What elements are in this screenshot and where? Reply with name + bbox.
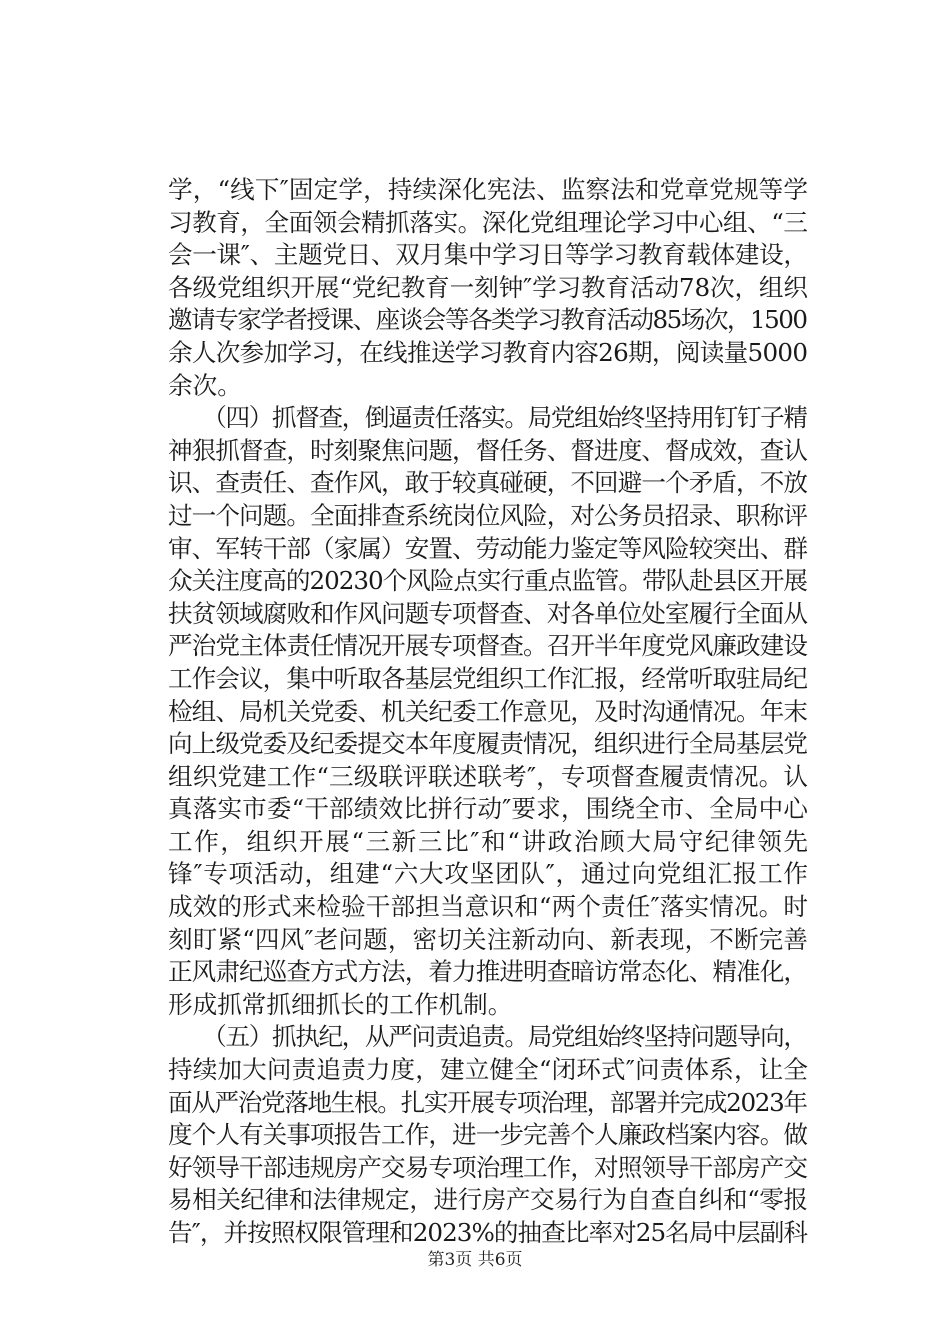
text-line: 告″，并按照权限管理和2023%的抽查比率对25名局中层副科	[168, 1218, 808, 1247]
text-line: 形成抓常抓细抓长的工作机制。	[168, 989, 513, 1019]
text-line: 真落实市委“干部绩效比拼行动″要求，围绕全市、全局中心	[168, 794, 809, 824]
text-line: 度个人有关事项报告工作，进一步完善个人廉政档案内容。做	[168, 1120, 808, 1150]
text-line: 成效的形式来检验干部担当意识和“两个责任″落实情况。时	[168, 892, 809, 922]
text-line: 众关注度高的20230个风险点实行重点监管。带队赴县区开展	[168, 566, 807, 596]
body-text	[168, 174, 808, 1250]
text-line: 面从严治党落地生根。扎实开展专项治理，部署并完成2023年	[168, 1087, 807, 1117]
text-line: 邀请专家学者授课、座谈会等各类学习教育活动85场次，1500	[168, 305, 807, 335]
text-line: 学，“线下″固定学，持续深化宪法、监察法和党章党规等学	[168, 175, 809, 204]
text-line: 锋″专项活动，组建“六大攻坚团队″，通过向党组汇报工作	[168, 859, 809, 889]
text-line: 神狠抓督查，时刻聚焦问题，督任务、督进度、督成效，查认	[168, 435, 808, 465]
text-line: 工作，组织开展“三新三比″和“讲政治顾大局守纪律领先	[168, 826, 810, 856]
text-line: 向上级党委及纪委提交本年度履责情况，组织进行全局基层党	[168, 729, 808, 759]
text-line: 严治党主体责任情况开展专项督查。召开半年度党风廉政建设	[168, 631, 808, 661]
text-line: 正风肃纪巡查方式方法，着力推进明查暗访常态化、精准化，	[168, 957, 808, 987]
text-line: 工作会议，集中听取各基层党组织工作汇报，经常听取驻局纪	[168, 663, 808, 693]
text-line: 组织党建工作“三级联评联述联考″，专项督查履责情况。认	[168, 761, 809, 791]
text-line: 审、军转干部（家属）安置、劳动能力鉴定等风险较突出、群	[168, 533, 808, 563]
text-line: 持续加大问责追责力度，建立健全“闭环式″问责体系，让全	[168, 1055, 809, 1085]
page-number-footer: 第3页 共6页	[427, 1250, 523, 1270]
text-line: 各级党组织开展“党纪教育一刻钟″学习教育活动78次，组织	[168, 272, 808, 302]
text-line: 好领导干部违规房产交易专项治理工作，对照领导干部房产交	[168, 1152, 808, 1182]
text-line: 识、查责任、查作风，敢于较真碰硬，不回避一个矛盾，不放	[168, 468, 808, 498]
text-line: 扶贫领域腐败和作风问题专项督查、对各单位处室履行全面从	[168, 598, 808, 628]
text-line: 刻盯紧“四风″老问题，密切关注新动向、新表现，不断完善	[168, 924, 809, 954]
text-line: 习教育，全面领会精抓落实。深化党组理论学习中心组、“三	[168, 207, 808, 237]
text-line: 余人次参加学习，在线推送学习教育内容26期，阅读量5000	[168, 337, 808, 367]
text-line: 检组、局机关党委、机关纪委工作意见，及时沟通情况。年末	[168, 696, 808, 726]
text-line: 过一个问题。全面排查系统岗位风险，对公务员招录、职称评	[168, 500, 808, 530]
text-line: 易相关纪律和法律规定，进行房产交易行为自查自纠和“零报	[168, 1185, 808, 1215]
text-line: 余次。	[168, 370, 242, 400]
text-line: （五）抓执纪，从严问责追责。局党组始终坚持问题导向，	[168, 1022, 807, 1052]
text-line: 会一课″、主题党日、双月集中学习日等学习教育载体建设，	[168, 240, 808, 270]
text-line: （四）抓督查，倒逼责任落实。局党组始终坚持用钉钉子精	[168, 403, 807, 433]
